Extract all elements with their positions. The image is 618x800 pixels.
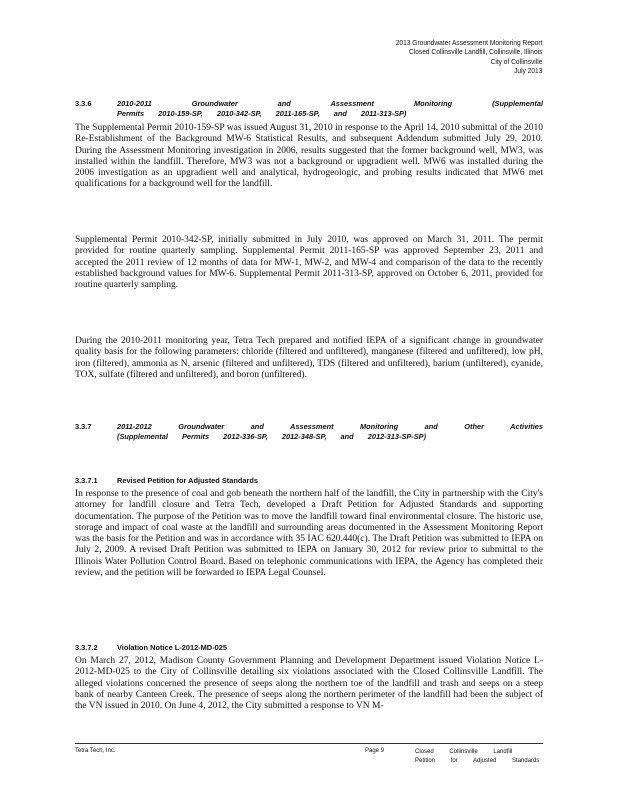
- section-title-line1: 2011-2012 Groundwater and Assessment Monitoring and Other Activities: [117, 422, 543, 431]
- subsection-title: Violation Notice L-2012-MD-025: [117, 643, 227, 652]
- paragraph: On March 27, 2012, Madison County Government Planning and Development Department issued Violation Notice L-2012-MD-025 to the City of Collinsville detailing six violations associated with the Closed Collinsville Landfill. The alleged violations concerned the presence of seeps along the northern toe of the landfill and trash and seeps on a steep bank of nearby Canteen Creek. The presence of seeps along the northern perimeter of the landfill had been the subject of the VN issued in 2010. On June 4, 2012, the City submitted a response to VN M-: [75, 656, 543, 712]
- header-report-title: 2013 Groundwater Assessment Monitoring Report: [395, 38, 542, 47]
- subsection-number: 3.3.7.1: [75, 476, 98, 485]
- header-client: City of Collinsville: [490, 56, 542, 66]
- section-3-3-7-heading: [75, 422, 543, 442]
- footer-doc-line2: Petition for Adjusted Standards: [415, 757, 540, 764]
- section-number: 3.3.7: [75, 422, 92, 431]
- footer-rule: [75, 743, 543, 744]
- section-title-line2: Permits 2010-159-SP, 2010-342-SP, 2011-165-SP, and 2011-313-SP): [117, 109, 407, 118]
- paragraph: In response to the presence of coal and gob beneath the northern half of the landfill, the City in partnership with the City's attorney for landfill closure and Tetra Tech, developed a Draft Petition for Adjusted Standards and supporting documentation. The purpose of the Petition was to move the landfill toward final environmental closure. The historic use, storage and impact of coal waste at the landfill and surrounding areas documented in the Assessment Monitoring Report was the basis for the Petition and was in accordance with 35 IAC 620.440(c). The Draft Petition was submitted to IEPA on July 2, 2009. A revised Draft Petition was submitted to IEPA on January 30, 2012 for review prior to submittal to the Illinois Water Pollution Control Board. Based on telephonic communications with IEPA, the Agency has completed their review, and the petition will be forwarded to IEPA Legal Counsel.: [75, 489, 543, 579]
- header-date: July 2013: [513, 66, 542, 76]
- subsection-number: 3.3.7.2: [75, 643, 98, 652]
- footer-doc-line1: Closed Collinsville Landfill: [415, 749, 513, 755]
- paragraph: The Supplemental Permit 2010-159-SP was issued August 31, 2010 in response to the April 14, 2010 submittal of the 2010 Re-Establishment of the Background MW-6 Statistical Results, and subsequent Addendum submitted July 29, 2010. During the Assessment Monitoring investigation in 2006, results suggested that the former background well, MW3, was installed within the landfill. Therefore, MW3 was not a background or upgradient well. MW6 was installed during the 2006 investigation as an upgradient well and analytical, hydrogeologic, and probing results indicated that MW6 met qualifications for a background well for the landfill.: [75, 123, 543, 190]
- section-3-3-6-heading: [75, 99, 543, 119]
- subsection-3-3-7-1-heading: [75, 476, 543, 486]
- subsection-3-3-7-2-heading: [75, 643, 543, 653]
- running-header: [395, 38, 542, 76]
- footer-company: Tetra Tech, Inc.: [75, 748, 116, 754]
- section-title-line2: (Supplemental Permits 2012-336-SP, 2012-348-SP, and 2012-313-SP-SP): [117, 432, 427, 441]
- paragraph: During the 2010-2011 monitoring year, Tetra Tech prepared and notified IEPA of a significant change in groundwater quality basis for the following parameters: chloride (filtered and unfiltered), manganese (filtered and unfiltered), low pH, iron (filtered), ammonia as N, arsenic (filtered and unfiltered), TDS (filtered and unfiltered), barium (unfiltered), cyanide, TOX, sulfate (filtered and unfiltered), and boron (unfiltered).: [75, 336, 543, 380]
- footer-document: [415, 748, 539, 765]
- paragraph: Supplemental Permit 2010-342-SP, initially submitted in July 2010, was approved on March 31, 2011. The permit provided for routine quarterly sampling. Supplemental Permit 2011-165-SP was approved September 23, 2011 and accepted the 2011 review of 12 months of data for MW-1, MW-2, and MW-4 and comparison of the data to the recently established background values for MW-6. Supplemental Permit 2011-313-SP, approved on October 6, 2011, provided for routine quarterly sampling.: [75, 235, 543, 291]
- subsection-title: Revised Petition for Adjusted Standards: [117, 476, 258, 485]
- header-site: Closed Collinsville Landfill, Collinsville, Illinois: [408, 47, 542, 57]
- section-title-line1: 2010-2011 Groundwater and Assessment Monitoring (Supplemental: [117, 99, 543, 108]
- section-number: 3.3.6: [75, 99, 92, 108]
- footer-page-number: Page 9: [365, 748, 385, 754]
